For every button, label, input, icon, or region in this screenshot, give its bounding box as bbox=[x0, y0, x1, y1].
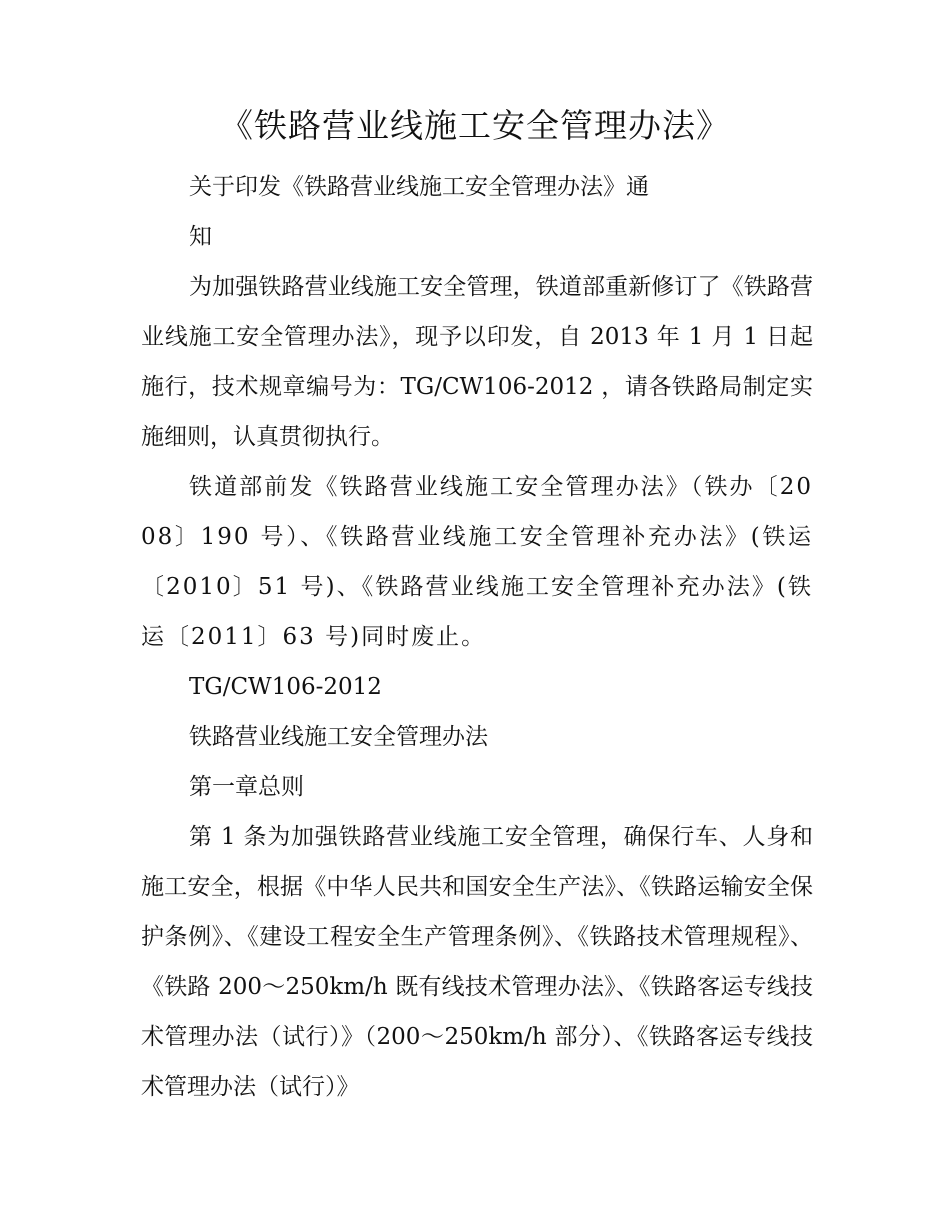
document-title: 《铁路营业线施工安全管理办法》 bbox=[220, 106, 730, 145]
regulation-title: 铁路营业线施工安全管理办法 bbox=[189, 724, 488, 750]
repeal-paragraph: 铁道部前发《铁路营业线施工安全管理办法》（铁办〔2008〕190 号）、《铁路营业线施工安全管理补充办法》(铁运〔2010〕51 号)、《铁路营业线施工安全管理补充办法》(铁运〔2011〕63 号)同时废止。 bbox=[141, 474, 813, 650]
article-1-paragraph: 第 1 条为加强铁路营业线施工安全管理，确保行车、人身和施工安全，根据《中华人民共和国安全生产法》、《铁路运输安全保护条例》、《建设工程安全生产管理条例》、《铁路技术管理规程》、《铁路 200～250km/h 既有线技术管理办法》、《铁路客运专线技术管理办法（试行）》（200～250km/h 部分）、《铁路客运专线技术管理办法（试行）》 bbox=[141, 824, 813, 1100]
chapter-heading: 第一章总则 bbox=[189, 774, 304, 800]
notice-paragraph: 为加强铁路营业线施工安全管理，铁道部重新修订了《铁路营业线施工安全管理办法》，现予以印发，自 2013 年 1 月 1 日起施行，技术规章编号为：TG/CW106-2012 ，请各铁路局制定实施细则，认真贯彻执行。 bbox=[141, 274, 813, 450]
document-body bbox=[141, 162, 813, 1112]
regulation-code: TG/CW106-2012 bbox=[189, 674, 382, 700]
notice-heading-line-2: 知 bbox=[189, 224, 212, 250]
notice-heading-line-1: 关于印发《铁路营业线施工安全管理办法》通 bbox=[189, 174, 649, 200]
